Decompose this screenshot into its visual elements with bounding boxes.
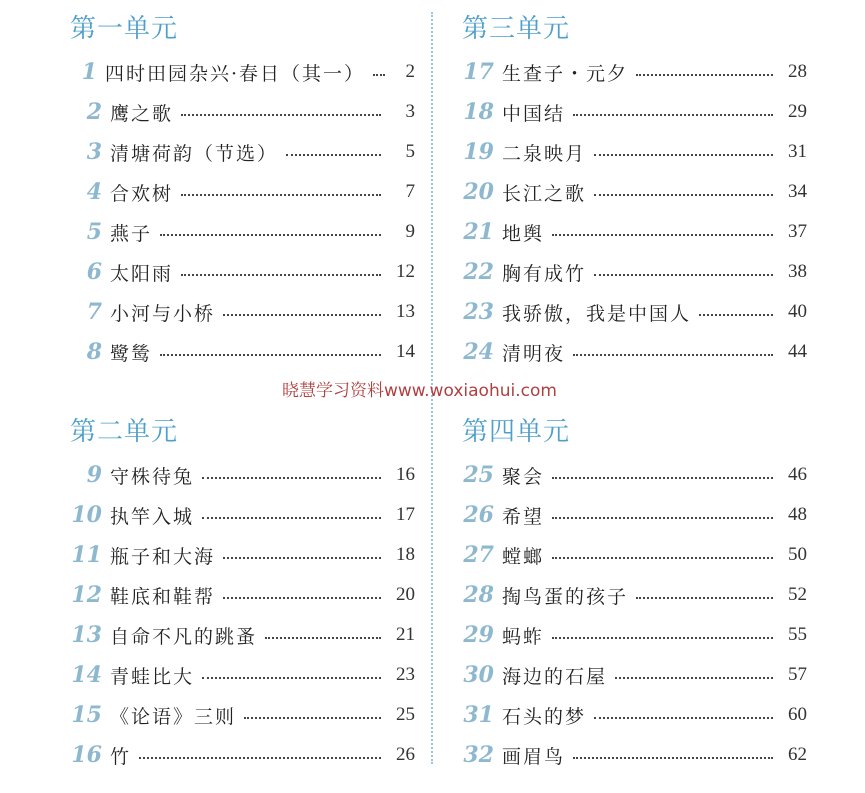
unit-3-section <box>462 12 807 372</box>
lesson-title: 合欢树 <box>110 182 174 205</box>
dot-leader <box>160 234 381 236</box>
lesson-title: 太阳雨 <box>110 262 174 285</box>
lesson-number: 4 <box>86 179 102 205</box>
lesson-number: 15 <box>71 702 102 728</box>
page-number: 62 <box>788 744 807 765</box>
lesson-title: 小河与小桥 <box>110 302 216 325</box>
lesson-number: 3 <box>86 139 102 165</box>
toc-entry[interactable] <box>462 172 807 212</box>
dot-leader <box>373 74 385 76</box>
page-number: 57 <box>788 664 807 685</box>
dot-leader <box>573 114 773 116</box>
toc-list <box>70 52 415 372</box>
lesson-title: 地舆 <box>502 222 545 245</box>
lesson-number: 11 <box>71 542 102 568</box>
dot-leader <box>552 517 773 519</box>
toc-entry[interactable] <box>70 575 415 615</box>
lesson-number: 7 <box>86 299 102 325</box>
lesson-number: 20 <box>463 179 494 205</box>
toc-entry[interactable] <box>462 292 807 332</box>
dot-leader <box>573 354 773 356</box>
page-number: 34 <box>788 181 807 202</box>
toc-entry[interactable] <box>70 332 415 372</box>
page-number: 50 <box>788 544 807 565</box>
lesson-number: 8 <box>86 339 102 365</box>
dot-leader <box>181 274 381 276</box>
page-number: 48 <box>788 504 807 525</box>
lesson-title: 燕子 <box>110 222 153 245</box>
lesson-title: 鹭鸶 <box>110 342 153 365</box>
toc-entry[interactable] <box>462 132 807 172</box>
unit-2-section <box>70 415 415 775</box>
lesson-title: 聚会 <box>502 465 545 488</box>
page-number: 3 <box>405 101 415 122</box>
toc-list <box>462 52 807 372</box>
dot-leader <box>160 354 381 356</box>
page-number: 18 <box>396 544 415 565</box>
toc-entry[interactable] <box>462 655 807 695</box>
page-number: 23 <box>396 664 415 685</box>
dot-leader <box>223 597 381 599</box>
toc-entry[interactable] <box>70 695 415 735</box>
toc-entry[interactable] <box>70 495 415 535</box>
lesson-title: 自命不凡的跳蚤 <box>110 625 258 648</box>
toc-entry[interactable] <box>70 655 415 695</box>
dot-leader <box>286 154 381 156</box>
unit-4-section <box>462 415 807 775</box>
lesson-number: 12 <box>71 582 102 608</box>
toc-entry[interactable] <box>70 615 415 655</box>
unit-title: 第二单元 <box>70 417 179 447</box>
lesson-number: 27 <box>463 542 494 568</box>
toc-entry[interactable] <box>462 455 807 495</box>
lesson-title: 二泉映月 <box>502 142 587 165</box>
dot-leader <box>573 757 773 759</box>
dot-leader <box>594 717 773 719</box>
page-number: 52 <box>788 584 807 605</box>
lesson-number: 26 <box>463 502 494 528</box>
page-number: 21 <box>396 624 415 645</box>
toc-entry[interactable] <box>70 292 415 332</box>
lesson-title: 青蛙比大 <box>110 665 195 688</box>
dot-leader <box>265 637 381 639</box>
lesson-number: 23 <box>463 299 494 325</box>
page-number: 14 <box>396 341 415 362</box>
page-number: 38 <box>788 261 807 282</box>
page-number: 44 <box>788 341 807 362</box>
dot-leader <box>699 314 773 316</box>
lesson-title: 生查子・元夕 <box>502 62 629 85</box>
dot-leader <box>223 557 381 559</box>
lesson-title: 希望 <box>502 505 545 528</box>
lesson-title: 海边的石屋 <box>502 665 608 688</box>
lesson-number: 13 <box>71 622 102 648</box>
toc-entry[interactable] <box>70 212 415 252</box>
lesson-number: 21 <box>463 219 494 245</box>
toc-entry[interactable] <box>70 172 415 212</box>
page-number: 29 <box>788 101 807 122</box>
unit-title: 第三单元 <box>462 14 571 44</box>
lesson-number: 25 <box>463 462 494 488</box>
toc-entry[interactable] <box>70 92 415 132</box>
unit-title: 第一单元 <box>70 14 179 44</box>
toc-entry[interactable] <box>462 495 807 535</box>
toc-entry[interactable] <box>462 575 807 615</box>
lesson-title: 中国结 <box>502 102 566 125</box>
lesson-number: 17 <box>463 59 494 85</box>
toc-list <box>70 455 415 775</box>
dot-leader <box>202 517 381 519</box>
toc-entry[interactable] <box>462 92 807 132</box>
lesson-number: 14 <box>71 662 102 688</box>
page-number: 60 <box>788 704 807 725</box>
lesson-number: 1 <box>81 59 98 85</box>
toc-entry[interactable] <box>462 615 807 655</box>
lesson-title: 鞋底和鞋帮 <box>110 585 216 608</box>
lesson-title: 鹰之歌 <box>110 102 174 125</box>
toc-entry[interactable] <box>462 52 807 92</box>
toc-entry[interactable] <box>70 52 415 92</box>
dot-leader <box>552 557 773 559</box>
lesson-title: 执竿入城 <box>110 505 195 528</box>
dot-leader <box>139 757 381 759</box>
toc-entry[interactable] <box>462 695 807 735</box>
lesson-number: 2 <box>86 99 102 125</box>
lesson-title: 蚂蚱 <box>502 625 545 648</box>
lesson-number: 32 <box>463 742 494 768</box>
dot-leader <box>244 717 381 719</box>
lesson-title: 胸有成竹 <box>502 262 587 285</box>
dot-leader <box>636 74 773 76</box>
dot-leader <box>181 194 381 196</box>
lesson-title: 守株待兔 <box>110 465 195 488</box>
lesson-title: 我骄傲，我是中国人 <box>502 302 692 325</box>
lesson-number: 18 <box>463 99 494 125</box>
page-number: 28 <box>788 61 807 82</box>
page-number: 46 <box>788 464 807 485</box>
lesson-title: 清塘荷韵（节选） <box>110 142 279 165</box>
toc-entry[interactable] <box>70 455 415 495</box>
toc-entry[interactable] <box>70 735 415 775</box>
lesson-title: 画眉鸟 <box>502 745 566 768</box>
page-number: 2 <box>405 61 415 82</box>
page-number: 7 <box>405 181 415 202</box>
lesson-title: 长江之歌 <box>502 182 587 205</box>
page-number: 9 <box>405 221 415 242</box>
lesson-number: 9 <box>86 462 102 488</box>
lesson-title: 竹 <box>110 745 132 768</box>
lesson-number: 6 <box>86 259 102 285</box>
toc-entry[interactable] <box>462 535 807 575</box>
toc-entry[interactable] <box>70 132 415 172</box>
page-number: 13 <box>396 301 415 322</box>
page-number: 20 <box>396 584 415 605</box>
lesson-number: 30 <box>463 662 494 688</box>
lesson-number: 16 <box>71 742 102 768</box>
lesson-title: 四时田园杂兴·春日（其一） <box>105 62 366 85</box>
page-number: 17 <box>396 504 415 525</box>
lesson-title: 螳螂 <box>502 545 545 568</box>
dot-leader <box>552 234 773 236</box>
toc-entry[interactable] <box>70 535 415 575</box>
dot-leader <box>552 477 773 479</box>
page-number: 12 <box>396 261 415 282</box>
lesson-number: 24 <box>463 339 494 365</box>
unit-1-section <box>70 12 415 372</box>
dot-leader <box>223 314 381 316</box>
lesson-number: 28 <box>463 582 494 608</box>
toc-entry[interactable] <box>462 212 807 252</box>
dot-leader <box>202 477 381 479</box>
page-number: 16 <box>396 464 415 485</box>
dot-leader <box>202 677 381 679</box>
lesson-number: 29 <box>463 622 494 648</box>
page-number: 40 <box>788 301 807 322</box>
lesson-number: 19 <box>463 139 494 165</box>
toc-list <box>462 455 807 775</box>
dot-leader <box>594 154 773 156</box>
page-number: 26 <box>396 744 415 765</box>
page-number: 25 <box>396 704 415 725</box>
lesson-number: 31 <box>463 702 494 728</box>
toc-entry[interactable] <box>462 332 807 372</box>
dot-leader <box>181 114 381 116</box>
lesson-title: 石头的梦 <box>502 705 587 728</box>
page-number: 37 <box>788 221 807 242</box>
dot-leader <box>594 274 773 276</box>
unit-title: 第四单元 <box>462 417 571 447</box>
dot-leader <box>552 637 773 639</box>
dot-leader <box>594 194 773 196</box>
dot-leader <box>636 597 773 599</box>
lesson-title: 《论语》三则 <box>110 705 237 728</box>
lesson-title: 掏鸟蛋的孩子 <box>502 585 629 608</box>
page-number: 5 <box>405 141 415 162</box>
page-number: 55 <box>788 624 807 645</box>
lesson-number: 22 <box>463 259 494 285</box>
toc-entry[interactable] <box>462 735 807 775</box>
lesson-title: 清明夜 <box>502 342 566 365</box>
page-number: 31 <box>788 141 807 162</box>
lesson-title: 瓶子和大海 <box>110 545 216 568</box>
toc-entry[interactable] <box>70 252 415 292</box>
watermark: 晓慧学习资料www.woxiaohui.com <box>282 381 557 401</box>
lesson-number: 5 <box>86 219 102 245</box>
lesson-number: 10 <box>71 502 102 528</box>
toc-entry[interactable] <box>462 252 807 292</box>
dot-leader <box>615 677 773 679</box>
